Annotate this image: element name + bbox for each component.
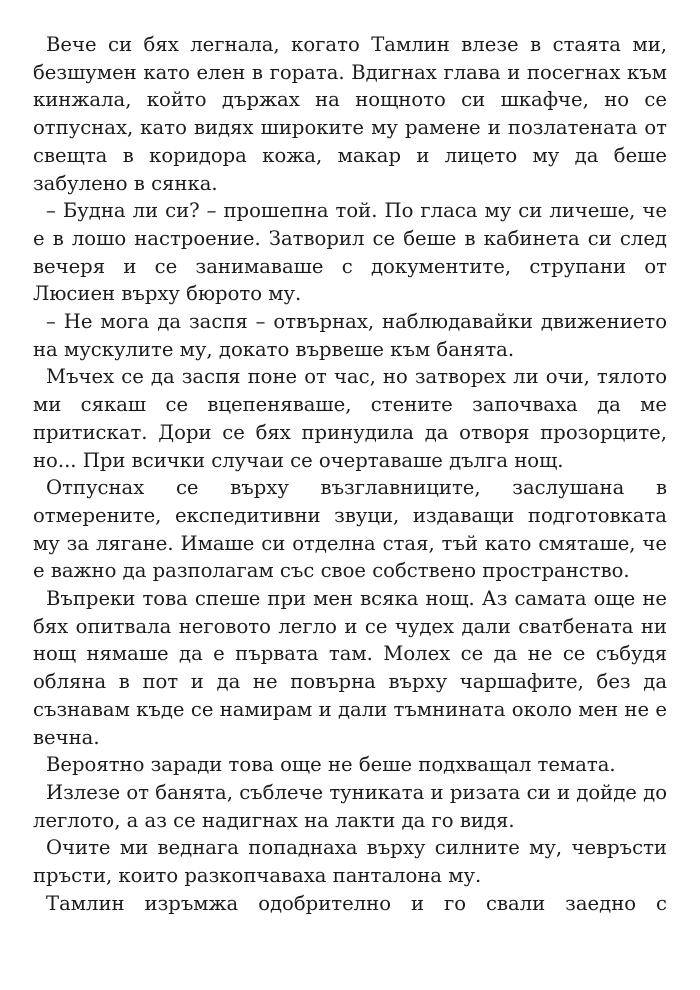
- paragraph-2: – Будна ли си? – прошепна той. По гласа му си личеше, че е в лошо настроение. Затворил се беше в кабинета си след вечеря и се занимаваше с документите, струпани от Люсиен върху бюрото му.: [33, 199, 667, 306]
- paragraph-7: Вероятно заради това още не беше подхващал темата.: [46, 753, 616, 777]
- paragraph-8: Излезе от банята, съблече туниката и ризата си и дойде до леглото, а аз се надигнах на лакти да го видя.: [33, 780, 667, 832]
- paragraph-6: Въпреки това спеше при мен всяка нощ. Аз самата още не бях опитвала неговото легло и се чудех дали сватбената ни нощ нямаше да е първата там. Молех се да не се събудя обляна в пот и да не повърна върху чаршафите, без да съзнавам къде се намирам и дали тъмнината около мен не е вечна.: [33, 587, 667, 749]
- paragraph-1: Вече си бях легнала, когато Тамлин влезе в стаята ми, безшумен като елен в гората. Вдигнах глава и посегнах към кинжала, който държах на нощното си шкафче, но се отпуснах, като видях широките му рамене и позлатената от свещта в коридора кожа, макар и лицето му да беше забулено в сянка.: [33, 33, 667, 195]
- paragraph-3: – Не мога да заспя – отвърнах, наблюдавайки движението на мускулите му, докато вървеше към банята.: [33, 310, 667, 361]
- paragraph-4: Мъчех се да заспя поне от час, но затворех ли очи, тялото ми сякаш се вцепеняваше, стените започваха да ме притискат. Дори се бях принудила да отворя прозорците, но... При всички случаи се очертаваше дълга нощ.: [33, 365, 667, 472]
- book-page: [33, 31, 667, 918]
- paragraph-5: Отпуснах се върху възглавниците, заслушана в отмерените, експедитивни звуци, издаващи подготовката му за лягане. Имаше си отделна стая, тъй като смяташе, че е важно да разполагам със свое собствено пространство.: [33, 476, 667, 583]
- paragraph-10: Тамлин изръмжа одобрително и го свали заедно с: [46, 891, 667, 915]
- paragraph-9: Очите ми веднага попаднаха върху силните му, чевръсти пръсти, които разкопчаваха панталона му.: [33, 836, 667, 888]
